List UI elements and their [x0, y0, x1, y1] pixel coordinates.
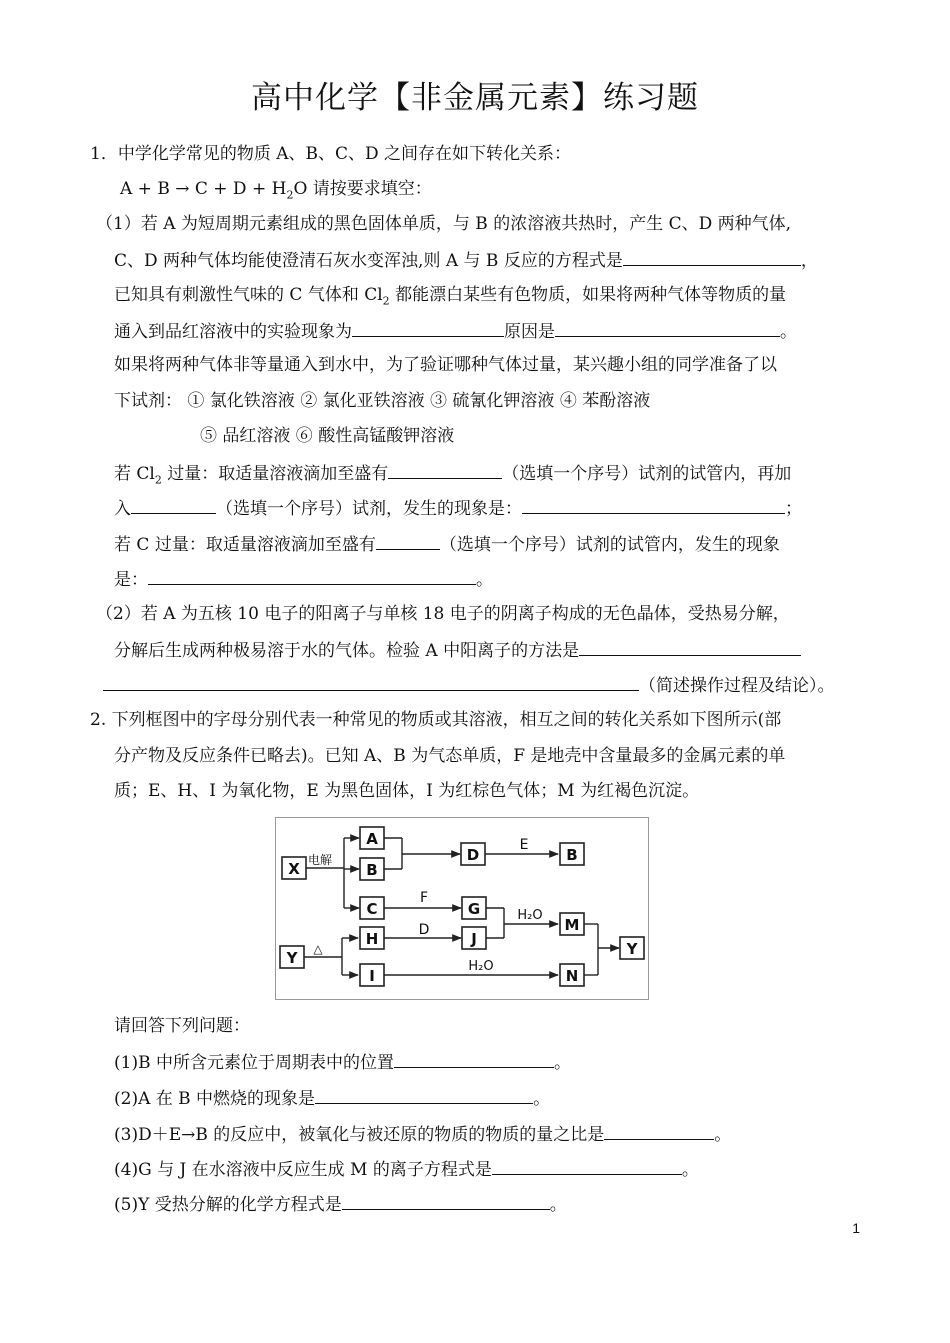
q1-part1-line8: 若 C 过量：取适量溶液滴加至盛有 （选填一个序号）试剂的试管内，发生的现象: [114, 532, 780, 556]
q1-part1-line1: （1）若 A 为短周期元素组成的黑色固体单质，与 B 的浓溶液共热时，产生 C、D 两种气体,: [96, 214, 792, 234]
q2-sub2: (2)A 在 B 中燃烧的现象是 。: [114, 1086, 550, 1110]
node-i-label: I: [369, 967, 375, 985]
q1-part1-line4: 通入到品红溶液中的实验现象为 原因是 。: [114, 319, 797, 343]
answer-blank[interactable]: [352, 319, 504, 337]
reagent-water-label: H₂O: [468, 959, 494, 974]
q2-ask: 请回答下列问题：: [114, 1016, 250, 1036]
q1-part1-line7: 入 （选填一个序号）试剂，发生的现象是： ；: [114, 496, 802, 520]
q2-intro-line3: 质；E、H、I 为氧化物，E 为黑色固体，I 为红棕色气体；M 为红褐色沉淀。: [114, 781, 700, 801]
q2-intro-line2: 分产物及反应条件已略去)。已知 A、B 为气态单质，F 是地壳中含量最多的金属元素的单: [114, 746, 786, 766]
page-title: 高中化学【非金属元素】练习题: [251, 80, 699, 116]
answer-blank[interactable]: [315, 1086, 533, 1104]
answer-blank[interactable]: [376, 532, 440, 550]
answer-blank[interactable]: [492, 1157, 682, 1175]
answer-blank[interactable]: [522, 496, 785, 514]
node-h-label: H: [365, 930, 379, 948]
answer-blank[interactable]: [623, 248, 801, 266]
reagent-water-label: H₂O: [517, 908, 543, 923]
node-j-label: J: [471, 930, 477, 948]
node-d-label: D: [466, 846, 480, 864]
q1-part1-line9: 是： 。: [114, 567, 493, 591]
node-x-label: X: [288, 860, 300, 878]
node-g-label: G: [467, 900, 481, 918]
q2-sub5: (5)Y 受热分解的化学方程式是 。: [114, 1192, 567, 1216]
node-c-label: C: [366, 900, 378, 918]
node-y-label: Y: [286, 949, 298, 967]
reagent-e-label: E: [519, 837, 529, 853]
q1-reagents-line1: 下试剂： ① 氯化铁溶液 ② 氯化亚铁溶液 ③ 硫氰化钾溶液 ④ 苯酚溶液: [114, 391, 651, 411]
answer-blank[interactable]: [148, 567, 476, 585]
answer-blank[interactable]: [555, 319, 780, 337]
heat-label: △: [313, 942, 323, 956]
answer-blank[interactable]: [103, 673, 639, 691]
q2-sub4: (4)G 与 J 在水溶液中反应生成 M 的离子方程式是 。: [114, 1157, 699, 1181]
q1-part2-line2: 分解后生成两种极易溶于水的气体。检验 A 中阳离子的方法是: [114, 638, 801, 662]
answer-blank[interactable]: [342, 1192, 550, 1210]
q2-sub3: (3)D＋E→B 的反应中，被氧化与被还原的物质的物质的量之比是 。: [114, 1122, 731, 1146]
q1-part2-line1: （2）若 A 为五核 10 电子的阳离子与单核 18 电子的阴离子构成的无色晶体，受热易分解，: [96, 604, 790, 624]
node-y2-label: Y: [626, 940, 638, 958]
answer-blank[interactable]: [604, 1122, 714, 1140]
q1-part1-line5: 如果将两种气体非等量通入到水中，为了验证哪种气体过量，某兴趣小组的同学准备了以: [114, 355, 777, 375]
node-n-label: N: [565, 967, 579, 985]
q1-part1-line6: 若 $Cl_2$ 过量：取适量溶液滴加至盛有 （选填一个序号）试剂的试管内，再加: [114, 461, 791, 491]
reagent-f-label: F: [419, 890, 429, 906]
q1-part1-line3: 已知具有刺激性气味的 C 气体和 $Cl_2$ 都能漂白某些有色物质，如果将两种气体等物质的量: [114, 285, 787, 308]
node-a-label: A: [366, 830, 378, 848]
q1-reagents-line2: ⑤ 品红溶液 ⑥ 酸性高锰酸钾溶液: [200, 426, 455, 446]
q1-intro: 1．中学化学常见的物质 A、B、C、D 之间存在如下转化关系：: [90, 144, 572, 164]
answer-blank[interactable]: [394, 1050, 554, 1068]
q1-equation: $A + B \to C + D + H_2O$ 请按要求填空：: [120, 179, 432, 202]
electrolysis-label: 电解: [307, 853, 333, 867]
answer-blank[interactable]: [131, 496, 216, 514]
answer-blank[interactable]: [388, 461, 502, 479]
q2-sub1: (1)B 中所含元素位于周期表中的位置 。: [114, 1050, 571, 1074]
node-b2-label: B: [566, 846, 578, 864]
page-number: 1: [852, 1220, 860, 1236]
answer-blank[interactable]: [579, 638, 801, 656]
node-m-label: M: [564, 916, 580, 934]
node-b-label: B: [366, 861, 378, 879]
q2-intro-line1: 2. 下列框图中的字母分别代表一种常见的物质或其溶液，相互之间的转化关系如下图所示(部: [90, 710, 782, 730]
conversion-flowchart: [275, 817, 649, 1000]
q1-part2-line3: （简述操作过程及结论）。: [103, 673, 835, 697]
q1-part1-line2: C、D 两种气体均能使澄清石灰水变浑浊,则 A 与 B 反应的方程式是 ，: [114, 248, 818, 272]
reagent-d-label: D: [418, 922, 430, 938]
